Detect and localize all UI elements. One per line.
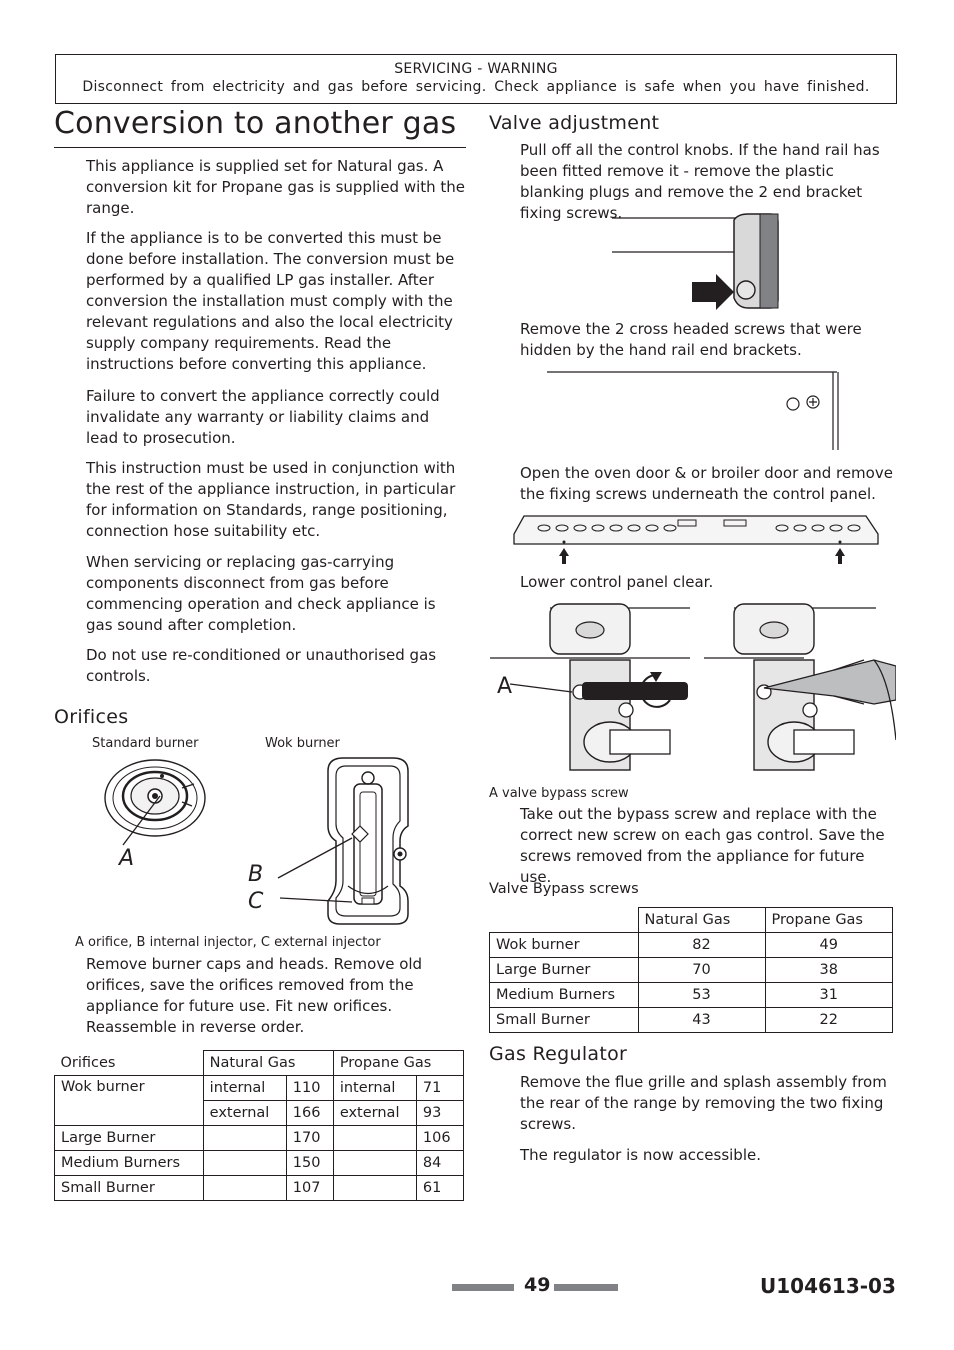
empty-cell — [333, 1176, 416, 1201]
hand-rail-bracket-illustration — [610, 210, 790, 312]
wok-burner-label: Wok burner — [265, 736, 340, 751]
table-row — [55, 1126, 464, 1151]
servicing-warning-box — [55, 54, 897, 104]
value-cell: 61 — [416, 1176, 463, 1201]
burner-name-cell: Medium Burners — [55, 1151, 204, 1176]
value-cell: 93 — [416, 1101, 463, 1126]
empty-cell — [333, 1151, 416, 1176]
internal-injector-label-b: B — [248, 862, 264, 887]
table-row — [490, 933, 893, 958]
burner-name-cell: Medium Burners — [490, 983, 639, 1008]
bypass-screw-label-a: A — [497, 674, 513, 699]
orifices-heading: Orifices — [54, 706, 129, 728]
value-cell: 70 — [638, 958, 765, 983]
burner-name-cell: Large Burner — [55, 1126, 204, 1151]
footer-bar-right — [554, 1284, 618, 1291]
value-cell: 110 — [286, 1076, 333, 1101]
standard-burner-label: Standard burner — [92, 736, 199, 751]
bypass-table-title: Valve Bypass screws — [489, 881, 639, 897]
internal-cell: internal — [203, 1076, 286, 1101]
intro-paragraph-5: When servicing or replacing gas-carrying components disconnect from gas before commencing operation and check appliance is gas sound after completion. — [86, 553, 436, 634]
injector-pointer-lines — [270, 830, 360, 910]
propane-gas-col-header: Propane Gas — [333, 1051, 463, 1076]
value-cell: 107 — [286, 1176, 333, 1201]
valve-step-1: Pull off all the control knobs. If the hand rail has been fitted remove it - remove the plastic blanking plugs and remove the 2 end bracket fixing screws. — [520, 141, 880, 222]
warning-title: SERVICING - WARNING — [394, 61, 558, 77]
table-row — [490, 958, 893, 983]
warning-body: Disconnect from electricity and gas before servicing. Check appliance is safe when you have finished. — [82, 79, 870, 95]
external-cell: external — [333, 1101, 416, 1126]
wok-burner-cell: Wok burner — [55, 1076, 204, 1126]
valve-adjustment-heading: Valve adjustment — [489, 112, 660, 134]
valve-step-3: Open the oven door & or broiler door and remove the fixing screws underneath the control panel. — [520, 464, 893, 503]
value-cell: 82 — [638, 933, 765, 958]
intro-paragraph-3: Failure to convert the appliance correctly could invalidate any warranty or liability claims and lead to prosecution. — [86, 387, 440, 447]
orifices-legend: A orifice, B internal injector, C external injector — [75, 935, 381, 950]
table-row — [490, 983, 893, 1008]
page-number: 49 — [524, 1274, 551, 1296]
value-cell: 71 — [416, 1076, 463, 1101]
value-cell: 84 — [416, 1151, 463, 1176]
valve-step-4: Lower control panel clear. — [520, 573, 714, 591]
table-row — [55, 1151, 464, 1176]
bypass-screws-table — [489, 907, 893, 1033]
value-cell: 106 — [416, 1126, 463, 1151]
burner-name-cell: Small Burner — [490, 1008, 639, 1033]
value-cell: 22 — [765, 1008, 893, 1033]
external-injector-label-c: C — [248, 889, 264, 914]
value-cell: 49 — [765, 933, 893, 958]
valve-screwdriver-illustration — [490, 600, 690, 780]
natural-gas-col-header: Natural Gas — [638, 908, 765, 933]
empty-cell — [333, 1126, 416, 1151]
table-row — [490, 1008, 893, 1033]
orifices-table — [54, 1050, 464, 1201]
external-cell: external — [203, 1101, 286, 1126]
empty-header-cell — [490, 908, 639, 933]
document-code: U104613-03 — [760, 1274, 896, 1298]
propane-gas-col-header: Propane Gas — [765, 908, 893, 933]
empty-cell — [203, 1151, 286, 1176]
bypass-screw-caption: A valve bypass screw — [489, 786, 629, 801]
value-cell: 43 — [638, 1008, 765, 1033]
orifices-col-header: Orifices — [55, 1051, 204, 1076]
intro-paragraph-4: This instruction must be used in conjunction with the rest of the appliance instruction, in particular for information on Standards, range positioning, connection hose suitability etc. — [86, 459, 456, 540]
value-cell: 150 — [286, 1151, 333, 1176]
empty-cell — [203, 1126, 286, 1151]
orifices-instructions: Remove burner caps and heads. Remove old orifices, save the orifices removed from the appliance for future use. Fit new orifices. Reassemble in reverse order. — [86, 955, 423, 1036]
page-title: Conversion to another gas — [54, 106, 457, 141]
value-cell: 166 — [286, 1101, 333, 1126]
value-cell: 31 — [765, 983, 893, 1008]
valve-step-5: Take out the bypass screw and replace with the correct new screw on each gas control. Save the screws removed from the appliance for future use. — [520, 805, 885, 886]
cross-screws-illustration — [545, 368, 845, 454]
control-panel-illustration — [510, 512, 880, 564]
gas-regulator-heading: Gas Regulator — [489, 1043, 628, 1065]
burner-name-cell: Wok burner — [490, 933, 639, 958]
regulator-step-2: The regulator is now accessible. — [520, 1146, 761, 1164]
internal-cell: internal — [333, 1076, 416, 1101]
valve-step-2: Remove the 2 cross headed screws that were hidden by the hand rail end brackets. — [520, 320, 862, 359]
title-underline — [54, 147, 466, 148]
footer-bar-left — [452, 1284, 514, 1291]
valve-pliers-illustration — [704, 600, 896, 780]
value-cell: 53 — [638, 983, 765, 1008]
value-cell: 170 — [286, 1126, 333, 1151]
natural-gas-col-header: Natural Gas — [203, 1051, 333, 1076]
burner-name-cell: Large Burner — [490, 958, 639, 983]
empty-cell — [203, 1176, 286, 1201]
intro-paragraph-2: If the appliance is to be converted this must be done before installation. The conversion must be performed by a qualified LP gas installer. After conversion the installation must comply with the relevant regulations and also the local electricity supply company requirements. Read the instructions before converting this appliance. — [86, 229, 455, 373]
intro-paragraph-1: This appliance is supplied set for Natural gas. A conversion kit for Propane gas is supplied with the range. — [86, 157, 466, 217]
burner-name-cell: Small Burner — [55, 1176, 204, 1201]
regulator-step-1: Remove the flue grille and splash assembly from the rear of the range by removing the two fixing screws. — [520, 1073, 887, 1133]
value-cell: 38 — [765, 958, 893, 983]
intro-paragraph-6: Do not use re-conditioned or unauthorised gas controls. — [86, 646, 437, 685]
orifice-label-a: A — [119, 846, 135, 871]
table-row — [55, 1176, 464, 1201]
orifice-pointer-line — [115, 790, 175, 850]
table-row — [55, 1076, 464, 1101]
